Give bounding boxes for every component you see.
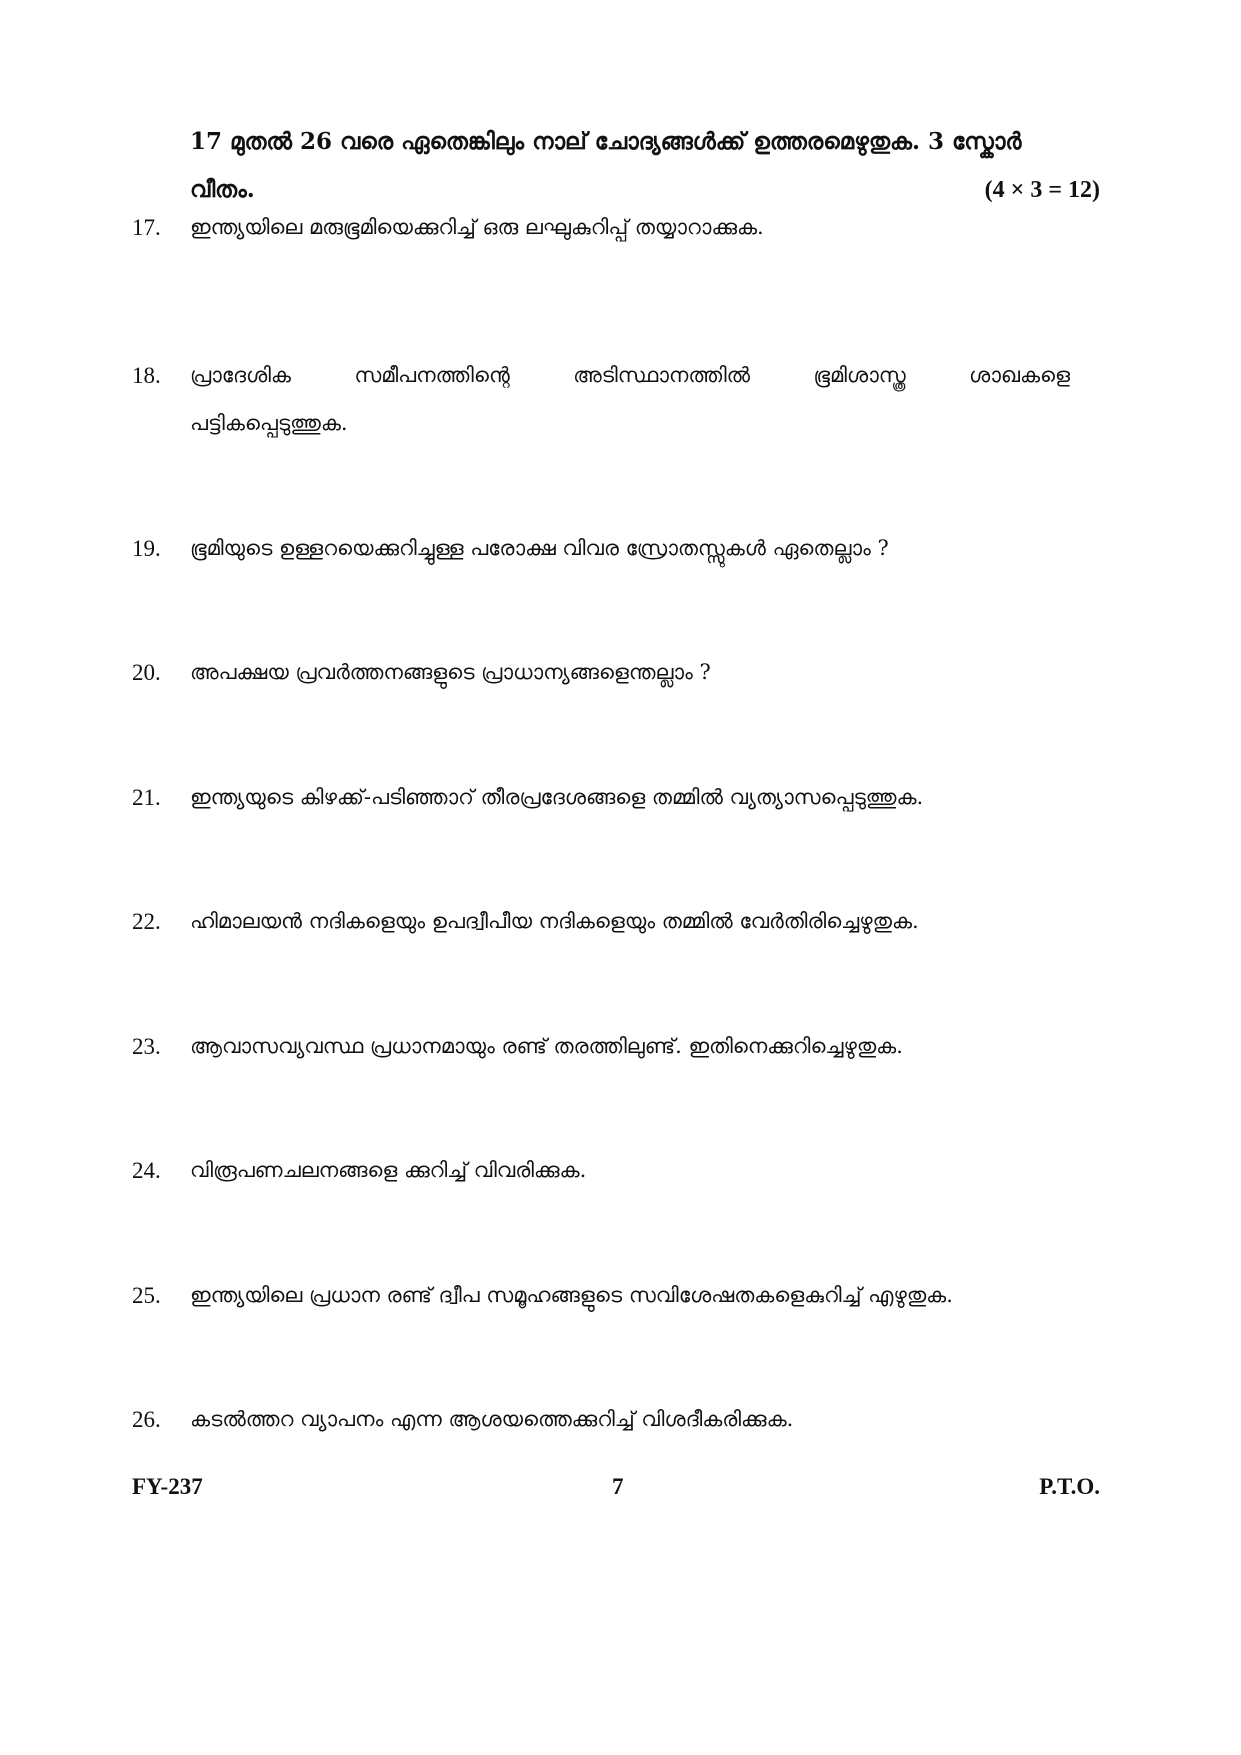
question-number: 23.: [132, 1034, 161, 1059]
question-number: 17.: [132, 215, 161, 240]
question-number: 22.: [132, 909, 161, 934]
question-text: ഹിമാലയൻ നദികളെയും ഉപദ്വീപീയ നദികളെയും തമ്മിൽ വേർതിരിച്ചെഴുതുക.: [190, 909, 919, 933]
question-text: [190, 362, 1090, 437]
question-number: 25.: [132, 1283, 161, 1308]
question-text: കടൽത്തറ വ്യാപനം എന്ന ആശയത്തെക്കുറിച്ച് വിശദീകരിക്കുക.: [190, 1407, 794, 1431]
question-number: 21.: [132, 785, 161, 810]
question-text: അപക്ഷയ പ്രവർത്തനങ്ങളുടെ പ്രാധാന്യങ്ങളെന്തല്ലാം ?: [190, 660, 711, 684]
please-turn-over: P.T.O.: [1039, 1474, 1100, 1499]
question-text: വിരൂപണചലനങ്ങളെ ക്കുറിച്ച് വിവരിക്കുക.: [190, 1158, 587, 1182]
marks-allocation: (4 × 3 = 12): [984, 177, 1100, 203]
section-instruction-continued: [190, 176, 1100, 205]
question-number: 26.: [132, 1407, 161, 1432]
question-word: അടിസ്ഥാനത്തിൽ: [573, 363, 751, 387]
question-text-line: പട്ടികപ്പെടുത്തുക.: [190, 411, 348, 436]
instruction-tail: വീതം.: [190, 176, 255, 203]
question-word: ശാഖകളെ: [969, 363, 1070, 387]
question-text-line: [190, 362, 1070, 388]
section-instruction: 17 മുതൽ 26 വരെ ഏതെങ്കിലും നാല് ചോദ്യങ്ങൾക്ക് ഉത്തരമെഴുതുക. 3 സ്കോർ: [190, 128, 1022, 155]
question-number: 19.: [132, 536, 161, 561]
page-number: 7: [612, 1474, 624, 1499]
question-text: ഇന്ത്യയിലെ പ്രധാന രണ്ട് ദ്വീപ സമൂഹങ്ങളുടെ സവിശേഷതകളെകുറിച്ച് എഴുതുക.: [190, 1283, 953, 1307]
question-word: പ്രാദേശിക: [190, 363, 291, 387]
question-text: ഇന്ത്യയിലെ മരുഭൂമിയെക്കുറിച്ച് ഒരു ലഘുകുറിപ്പ് തയ്യാറാക്കുക.: [190, 215, 764, 239]
question-text: ആവാസവ്യവസ്ഥ പ്രധാനമായും രണ്ട് തരത്തിലുണ്ട്. ഇതിനെക്കുറിച്ചെഴുതുക.: [190, 1034, 903, 1058]
page-footer: [132, 1474, 1100, 1500]
question-text: ഇന്ത്യയുടെ കിഴക്ക്-പടിഞ്ഞാറ് തീരപ്രദേശങ്ങളെ തമ്മിൽ വ്യത്യാസപ്പെടുത്തുക.: [190, 785, 924, 809]
question-number: 24.: [132, 1158, 161, 1183]
question-word: ഭൂമിശാസ്ത്ര: [813, 363, 906, 387]
paper-code: FY-237: [132, 1474, 203, 1499]
question-number: 18.: [132, 363, 161, 388]
question-text: ഭൂമിയുടെ ഉള്ളറയെക്കുറിച്ചുള്ള പരോക്ഷ വിവര സ്രോതസ്സുകൾ ഏതെല്ലാം ?: [190, 536, 889, 560]
question-number: 20.: [132, 660, 161, 685]
question-word: സമീപനത്തിന്റെ: [354, 363, 510, 387]
